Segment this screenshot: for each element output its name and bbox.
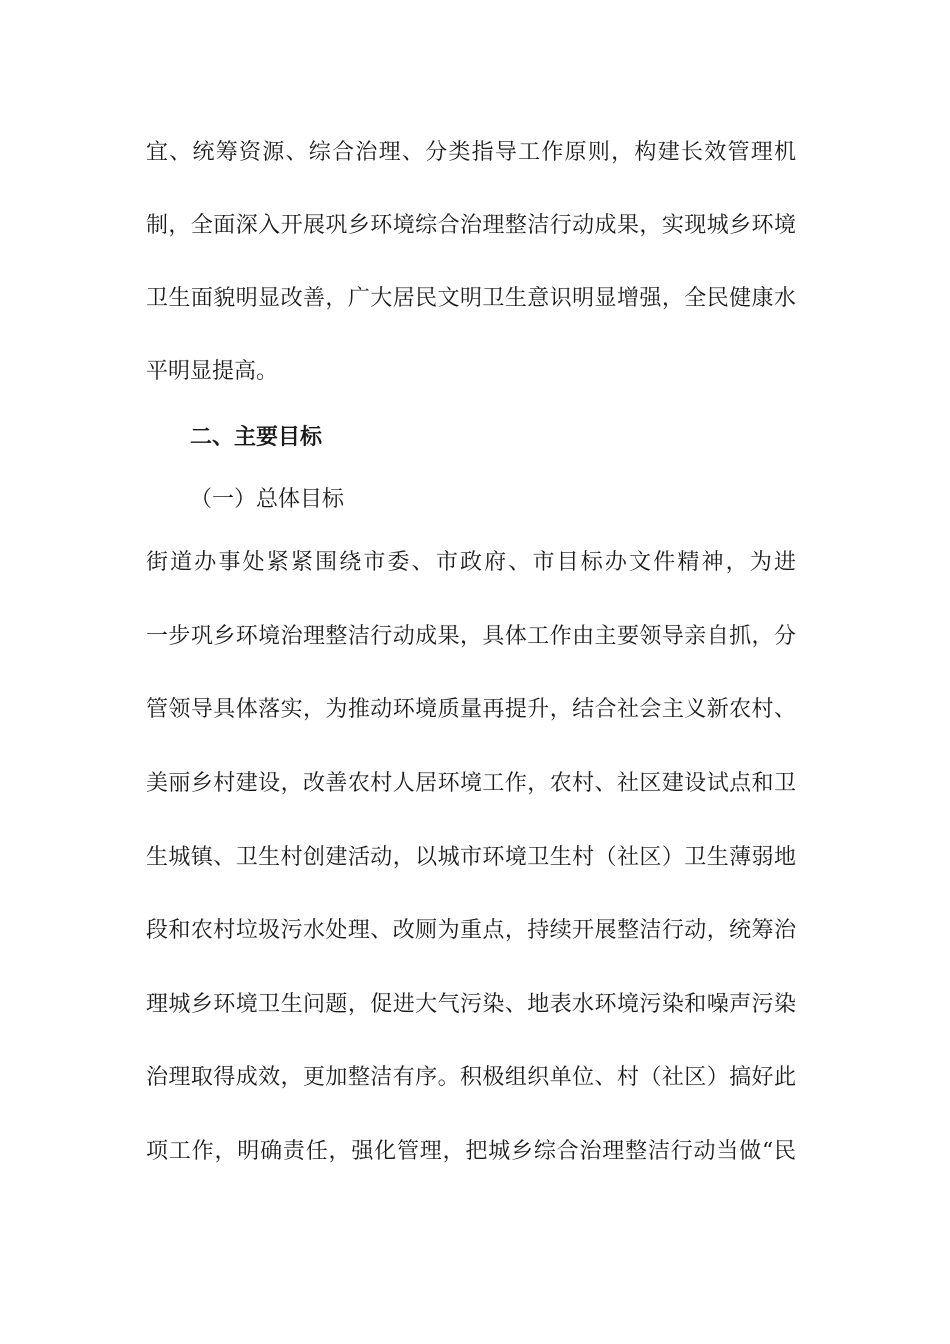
- paragraph-line: 生城镇、卫生村创建活动，以城市环境卫生村（社区）卫生薄弱地: [146, 845, 796, 870]
- paragraph-line: 平明显提高。: [146, 359, 279, 384]
- paragraph-line: 街道办事处紧紧围绕市委、市政府、市目标办文件精神，为进: [146, 550, 796, 575]
- paragraph-line: 项工作，明确责任，强化管理，把城乡综合治理整洁行动当做“民: [146, 1139, 796, 1164]
- section-heading: 二、主要目标: [190, 425, 323, 450]
- paragraph-line: 理城乡环境卫生问题，促进大气污染、地表水环境污染和噪声污染: [146, 992, 796, 1017]
- paragraph-line: 管领导具体落实，为推动环境质量再提升，结合社会主义新农村、: [146, 697, 796, 722]
- paragraph-line: 制，全面深入开展巩乡环境综合治理整洁行动成果，实现城乡环境: [146, 213, 796, 238]
- paragraph-line: 美丽乡村建设，改善农村人居环境工作，农村、社区建设试点和卫: [146, 771, 796, 796]
- paragraph-line: 治理取得成效，更加整洁有序。积极组织单位、村（社区）搞好此: [146, 1065, 796, 1090]
- paragraph-line: 段和农村垃圾污水处理、改厕为重点，持续开展整洁行动，统筹治: [146, 918, 796, 943]
- paragraph-line: 一步巩乡环境治理整洁行动成果，具体工作由主要领导亲自抓，分: [146, 624, 796, 649]
- subsection-heading: （一）总体目标: [190, 487, 345, 512]
- paragraph-line: 卫生面貌明显改善，广大居民文明卫生意识明显增强，全民健康水: [146, 286, 796, 311]
- paragraph-line: 宜、统筹资源、综合治理、分类指导工作原则，构建长效管理机: [146, 140, 796, 165]
